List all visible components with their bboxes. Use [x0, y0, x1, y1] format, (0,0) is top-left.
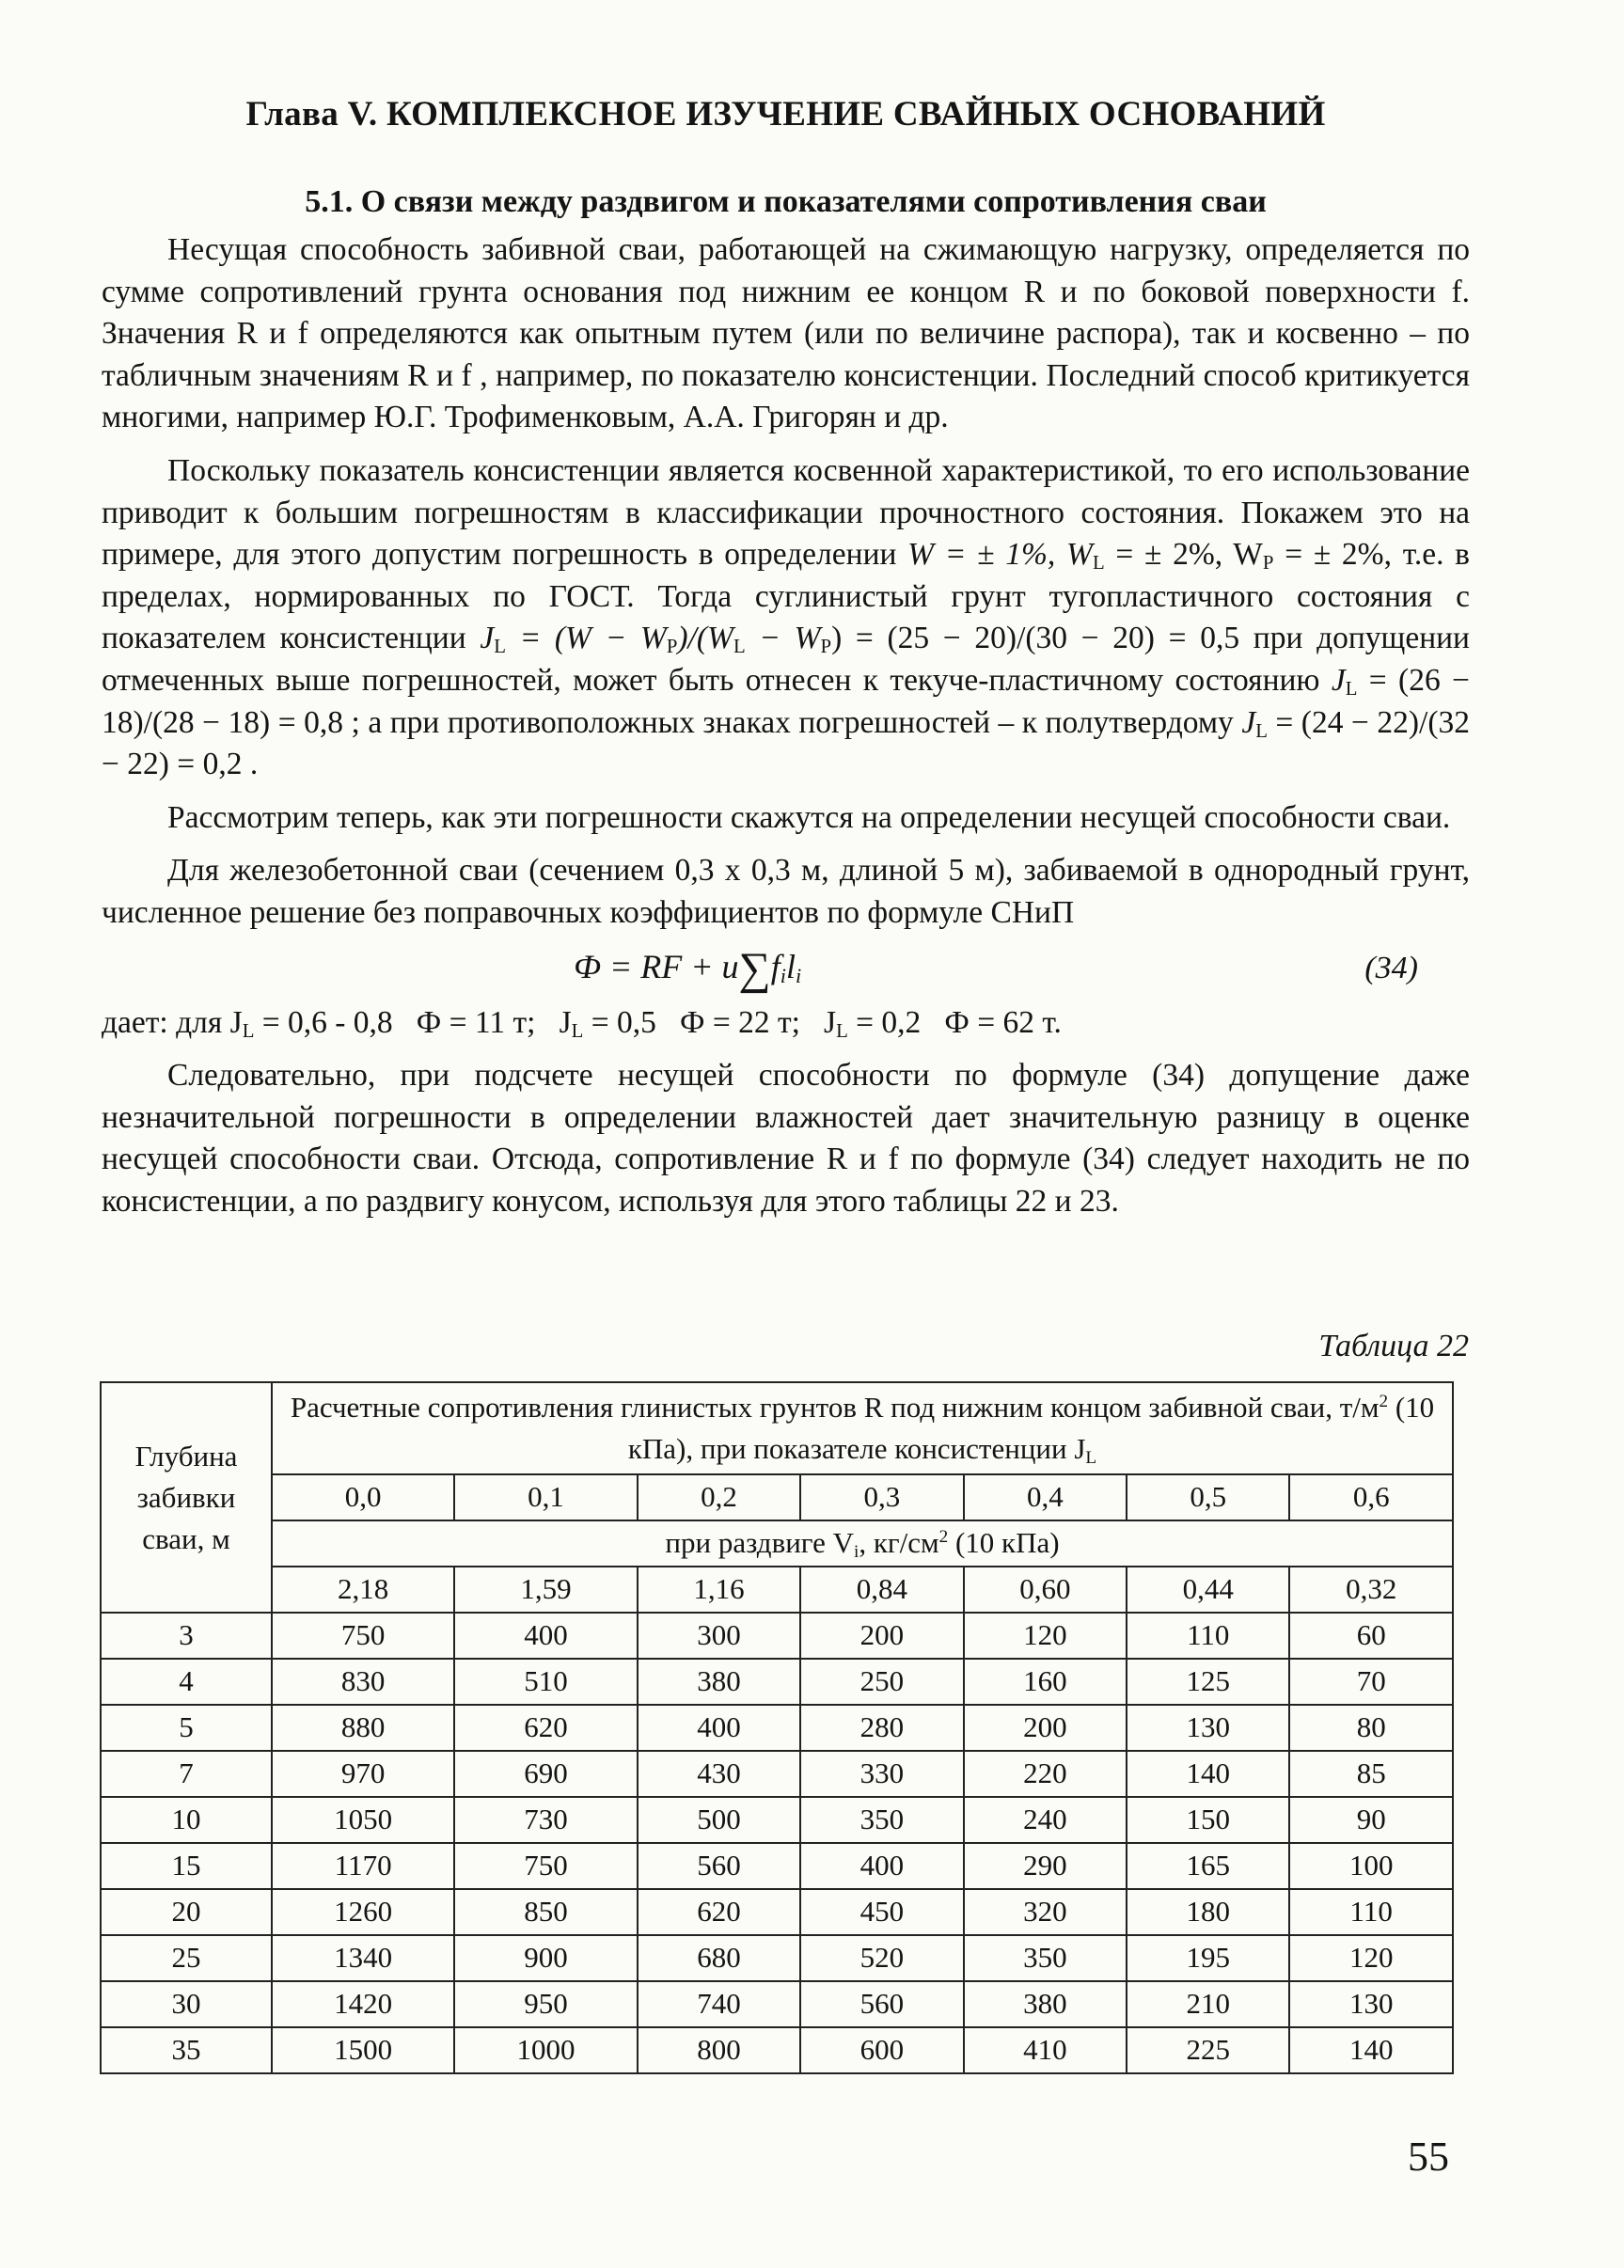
- depth-cell: 20: [101, 1889, 272, 1935]
- resistance-cell: 1000: [454, 2027, 637, 2073]
- resistance-table: [100, 1381, 1454, 2074]
- depth-cell: 35: [101, 2027, 272, 2073]
- spread-header: при раздвиге $V_i$, $кг/см^2$ (10 кПа): [272, 1520, 1453, 1567]
- resistance-cell: 380: [964, 1981, 1127, 2027]
- resistance-cell: 620: [638, 1889, 800, 1935]
- resistance-cell: 1170: [272, 1843, 454, 1889]
- resistance-cell: 280: [800, 1705, 963, 1751]
- resistance-cell: 225: [1127, 2027, 1289, 2073]
- depth-cell: 30: [101, 1981, 272, 2027]
- formula-34: [102, 937, 1470, 1002]
- resistance-cell: 110: [1127, 1613, 1289, 1659]
- table-row: [101, 1843, 1453, 1889]
- resistance-header: Расчетные сопротивления глинистых грунтов R под нижним концом забивной сваи, $т/м^2$ (10 кПа), при показателе консистенции $J_L$: [272, 1382, 1453, 1474]
- resistance-cell: 510: [454, 1659, 637, 1705]
- resistance-cell: 85: [1289, 1751, 1453, 1797]
- resistance-cell: 430: [638, 1751, 800, 1797]
- table-caption: Таблица 22: [1318, 1329, 1469, 1363]
- resistance-cell: 195: [1127, 1935, 1289, 1981]
- resistance-cell: 400: [638, 1705, 800, 1751]
- resistance-cell: 120: [964, 1613, 1127, 1659]
- spread-cell: 0,60: [964, 1567, 1127, 1613]
- resistance-cell: 200: [800, 1613, 963, 1659]
- table-row: [101, 1981, 1453, 2027]
- page-number: 55: [1408, 2134, 1449, 2180]
- resistance-cell: 880: [272, 1705, 454, 1751]
- resistance-cell: 600: [800, 2027, 963, 2073]
- paragraph-1: Несущая способность забивной сваи, работающей на сжимающую нагрузку, определяется по сумме сопротивлений грунта основания под нижним ее концом R и по боковой поверхности f. Значения R и f определяются как опытным путем (или по величине распора), так и косвенно – по табличным значениям R и f , например, по показателю консистенции. Последний способ критикуется многими, например Ю.Г. Трофименковым, А.А. Григорян и др.: [102, 232, 1470, 435]
- spread-cell: 1,59: [454, 1567, 637, 1613]
- chapter-title: Глава V. КОМПЛЕКСНОЕ ИЗУЧЕНИЕ СВАЙНЫХ ОСНОВАНИЙ: [245, 95, 1326, 134]
- resistance-cell: 300: [638, 1613, 800, 1659]
- resistance-cell: 80: [1289, 1705, 1453, 1751]
- consistency-cell: 0,0: [272, 1474, 454, 1520]
- resistance-cell: 970: [272, 1751, 454, 1797]
- resistance-cell: 850: [454, 1889, 637, 1935]
- sum-symbol: ∑: [738, 943, 771, 994]
- resistance-cell: 800: [638, 2027, 800, 2073]
- depth-cell: 15: [101, 1843, 272, 1889]
- resistance-cell: 620: [454, 1705, 637, 1751]
- table-row: [101, 1935, 1453, 1981]
- resistance-cell: 380: [638, 1659, 800, 1705]
- resistance-cell: 740: [638, 1981, 800, 2027]
- resistance-cell: 950: [454, 1981, 637, 2027]
- spread-cell: 2,18: [272, 1567, 454, 1613]
- resistance-cell: 210: [1127, 1981, 1289, 2027]
- consistency-cell: 0,4: [964, 1474, 1127, 1520]
- resistance-cell: 330: [800, 1751, 963, 1797]
- resistance-cell: 730: [454, 1797, 637, 1843]
- depth-header: Глубина забивки сваи, м: [101, 1382, 272, 1613]
- section-title: 5.1. О связи между раздвигом и показателями сопротивления сваи: [305, 184, 1267, 219]
- depth-cell: 7: [101, 1751, 272, 1797]
- resistance-cell: 1420: [272, 1981, 454, 2027]
- resistance-cell: 1260: [272, 1889, 454, 1935]
- spread-row: [101, 1567, 1453, 1613]
- resistance-cell: 690: [454, 1751, 637, 1797]
- resistance-cell: 240: [964, 1797, 1127, 1843]
- depth-cell: 5: [101, 1705, 272, 1751]
- resistance-cell: 1500: [272, 2027, 454, 2073]
- resistance-cell: 560: [638, 1843, 800, 1889]
- resistance-cell: 110: [1289, 1889, 1453, 1935]
- resistance-cell: 1050: [272, 1797, 454, 1843]
- consistency-cell: 0,6: [1289, 1474, 1453, 1520]
- resistance-cell: 250: [800, 1659, 963, 1705]
- resistance-cell: 520: [800, 1935, 963, 1981]
- spread-cell: 0,84: [800, 1567, 963, 1613]
- consistency-cell: 0,3: [800, 1474, 963, 1520]
- spread-cell: 0,32: [1289, 1567, 1453, 1613]
- consistency-row: [101, 1474, 1453, 1520]
- resistance-cell: 1340: [272, 1935, 454, 1981]
- table-row: [101, 1889, 1453, 1935]
- resistance-cell: 400: [800, 1843, 963, 1889]
- resistance-cell: 125: [1127, 1659, 1289, 1705]
- resistance-cell: 90: [1289, 1797, 1453, 1843]
- body-text: [102, 229, 1470, 1222]
- paragraph-2: Поскольку показатель консистенции является косвенной характеристикой, то его использование приводит к большим погрешностям в классификации прочностного состояния. Покажем это на примере, для этого допустим погрешность в определении W = ± 1%, $W_L$ = ± 2%, $W_P$ = ± 2%, т.е. в пределах, нормированных по ГОСТ. Тогда суглинистый грунт тугопластичного состояния с показателем консистенции $J_L = (W - W_P)/(W_L - W_P) = (25 - 20)/(30 - 20) = 0,5$ при допущении отмеченных выше погрешностей, может быть отнесен к текуче-пластичному состоянию $J_L = (26 - 18)/(28 - 18) = 0,8$ ; а при противоположных знаках погрешностей – к полутвердому $J_L = (24 - 22)/(32 - 22) = 0,2$ .: [102, 452, 1470, 782]
- depth-cell: 4: [101, 1659, 272, 1705]
- table-row: [101, 2027, 1453, 2073]
- resistance-cell: 750: [454, 1843, 637, 1889]
- table-row: [101, 1659, 1453, 1705]
- depth-cell: 10: [101, 1797, 272, 1843]
- resistance-cell: 140: [1127, 1751, 1289, 1797]
- resistance-cell: 140: [1289, 2027, 1453, 2073]
- resistance-cell: 290: [964, 1843, 1127, 1889]
- resistance-cell: 165: [1127, 1843, 1289, 1889]
- paragraph-6: Следовательно, при подсчете несущей способности по формуле (34) допущение даже незначительной погрешности в определении влажностей дает значительную разницу в оценке несущей способности сваи. Отсюда, сопротивление R и f по формуле (34) следует находить не по консистенции, а по раздвигу конусом, используя для этого таблицы 22 и 23.: [102, 1058, 1470, 1219]
- spread-cell: 0,44: [1127, 1567, 1289, 1613]
- paragraph-3: Рассмотрим теперь, как эти погрешности скажутся на определении несущей способности сваи.: [167, 799, 1451, 835]
- resistance-cell: 70: [1289, 1659, 1453, 1705]
- depth-cell: 3: [101, 1613, 272, 1659]
- resistance-cell: 130: [1127, 1705, 1289, 1751]
- resistance-cell: 350: [964, 1935, 1127, 1981]
- spread-cell: 1,16: [638, 1567, 800, 1613]
- equation-number: (34): [1364, 950, 1418, 985]
- resistance-cell: 750: [272, 1613, 454, 1659]
- resistance-cell: 500: [638, 1797, 800, 1843]
- resistance-cell: 200: [964, 1705, 1127, 1751]
- resistance-cell: 680: [638, 1935, 800, 1981]
- resistance-cell: 100: [1289, 1843, 1453, 1889]
- formula-expression: Ф = RF + $u\sum f_il_i$: [574, 943, 802, 994]
- resistance-cell: 120: [1289, 1935, 1453, 1981]
- formula-result: дает: для $J_L = 0,6 - 0,8$ Ф = 11 т; $J_L = 0,5$ Ф = 22 т; $J_L = 0,2$ Ф = 62 т.: [102, 1004, 1062, 1042]
- resistance-cell: 350: [800, 1797, 963, 1843]
- consistency-cell: 0,1: [454, 1474, 637, 1520]
- resistance-cell: 830: [272, 1659, 454, 1705]
- table-row: [101, 1751, 1453, 1797]
- resistance-cell: 400: [454, 1613, 637, 1659]
- paragraph-4: Для железобетонной сваи (сечением 0,3 х 0,3 м, длиной 5 м), забиваемой в однородный грунт, численное решение без поправочных коэффициентов по формуле СНиП: [102, 853, 1470, 930]
- resistance-cell: 150: [1127, 1797, 1289, 1843]
- resistance-cell: 130: [1289, 1981, 1453, 2027]
- resistance-cell: 60: [1289, 1613, 1453, 1659]
- resistance-cell: 160: [964, 1659, 1127, 1705]
- consistency-cell: 0,5: [1127, 1474, 1289, 1520]
- table-row: [101, 1613, 1453, 1659]
- table-row: [101, 1705, 1453, 1751]
- resistance-cell: 450: [800, 1889, 963, 1935]
- resistance-cell: 320: [964, 1889, 1127, 1935]
- resistance-cell: 560: [800, 1981, 963, 2027]
- table-row: [101, 1797, 1453, 1843]
- resistance-cell: 220: [964, 1751, 1127, 1797]
- resistance-cell: 410: [964, 2027, 1127, 2073]
- resistance-cell: 180: [1127, 1889, 1289, 1935]
- depth-cell: 25: [101, 1935, 272, 1981]
- resistance-cell: 900: [454, 1935, 637, 1981]
- consistency-cell: 0,2: [638, 1474, 800, 1520]
